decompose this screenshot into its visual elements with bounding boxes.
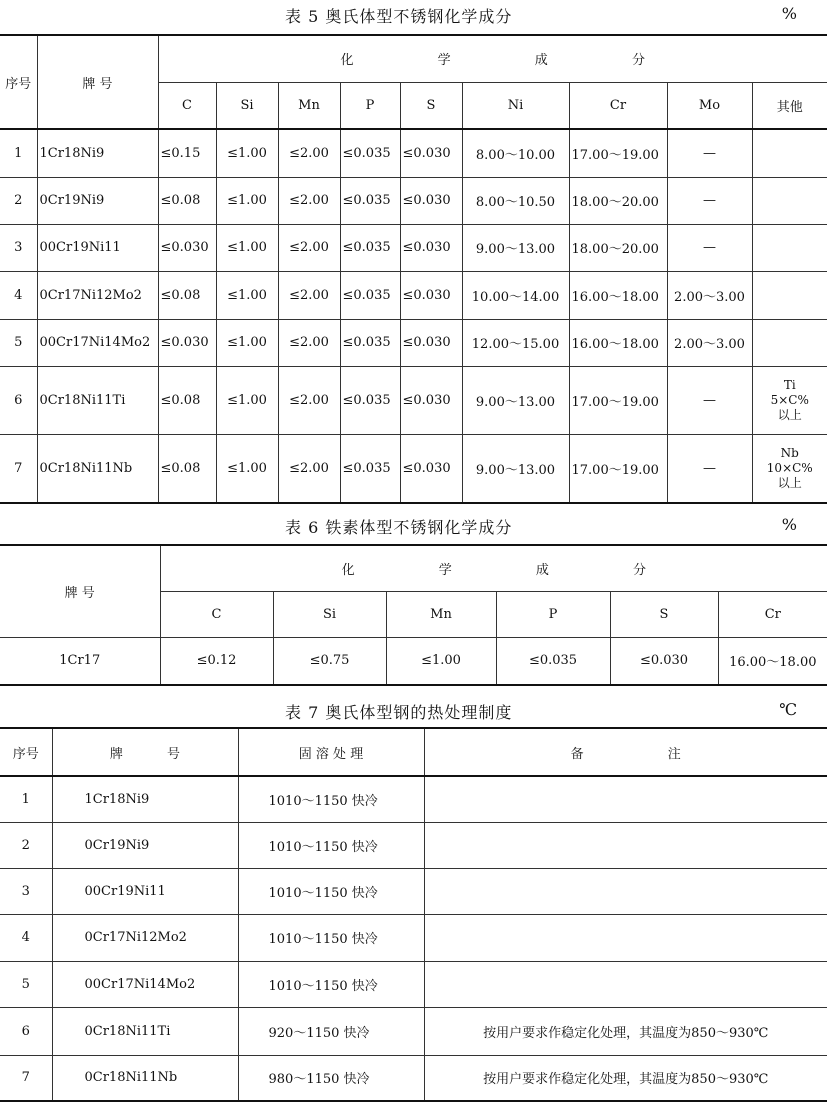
table5-cell-grade: 1Cr18Ni9 (37, 129, 158, 177)
table5-col-mn: Mn (278, 82, 340, 129)
table5-cell-ni: 9.00～13.00 (462, 224, 569, 271)
table5-col-p: P (340, 82, 400, 129)
table5-cell-mo: — (667, 434, 752, 503)
table5-cell-p: ≤0.035 (340, 129, 400, 177)
table5-cell-ni: 12.00～15.00 (462, 319, 569, 366)
table5-cell-si: ≤1.00 (216, 366, 278, 434)
table5-cell-other: Ti 5×C% 以上 (752, 366, 827, 434)
table5-cell-p: ≤0.035 (340, 271, 400, 319)
table5-cell-other (752, 224, 827, 271)
table5-cell-no: 1 (0, 129, 37, 177)
table7-cell-no: 5 (0, 961, 52, 1007)
table-row (0, 319, 827, 366)
table5-cell-p: ≤0.035 (340, 366, 400, 434)
table5-cell-s: ≤0.030 (400, 434, 462, 503)
table-row (0, 914, 827, 961)
table5-cell-other: Nb 10×C% 以上 (752, 434, 827, 503)
table5-col-c: C (158, 82, 216, 129)
table5-cell-no: 6 (0, 366, 37, 434)
table6-cell-c: ≤0.12 (160, 637, 273, 685)
table7-header-seq: 序号 (0, 728, 52, 776)
table5-cell-si: ≤1.00 (216, 319, 278, 366)
table7-cell-treat: 920～1150 快冷 (238, 1007, 424, 1055)
table5-cell-no: 2 (0, 177, 37, 224)
table5-cell-s: ≤0.030 (400, 177, 462, 224)
table5-cell-other (752, 177, 827, 224)
table7-cell-no: 1 (0, 776, 52, 822)
table5-cell-ni: 10.00～14.00 (462, 271, 569, 319)
table6-col-mn: Mn (386, 591, 496, 637)
table5-title: 表 5 奥氏体型不锈钢化学成分 (285, 7, 513, 26)
table7-unit: ℃ (779, 700, 797, 719)
table6-cell-grade: 1Cr17 (0, 637, 160, 685)
table5-col-cr: Cr (569, 82, 667, 129)
table7-cell-grade: 0Cr19Ni9 (52, 822, 238, 868)
table6-title: 表 6 铁素体型不锈钢化学成分 (285, 518, 513, 537)
table-row (0, 776, 827, 822)
table5-cell-other (752, 319, 827, 366)
table5-cell-ni: 9.00～13.00 (462, 366, 569, 434)
table5-cell-mo: — (667, 224, 752, 271)
table7-cell-grade: 00Cr17Ni14Mo2 (52, 961, 238, 1007)
table-row (0, 129, 827, 177)
table7-title: 表 7 奥氏体型钢的热处理制度 (285, 703, 513, 722)
table5-cell-s: ≤0.030 (400, 271, 462, 319)
table6-col-si: Si (273, 591, 386, 637)
table6-title-row (0, 511, 827, 541)
table5-cell-mo: 2.00～3.00 (667, 271, 752, 319)
table7-cell-treat: 1010～1150 快冷 (238, 961, 424, 1007)
table5-cell-s: ≤0.030 (400, 319, 462, 366)
table5-cell-grade: 0Cr19Ni9 (37, 177, 158, 224)
table-row (0, 271, 827, 319)
table5-cell-mn: ≤2.00 (278, 177, 340, 224)
table5-cell-si: ≤1.00 (216, 224, 278, 271)
table5-cell-cr: 16.00～18.00 (569, 271, 667, 319)
table6-cell-cr: 16.00～18.00 (718, 637, 827, 685)
table5-cell-si: ≤1.00 (216, 271, 278, 319)
table5-title-row (0, 0, 827, 30)
table7-cell-no: 6 (0, 1007, 52, 1055)
table6-header-group: 化 学 成 分 (160, 545, 827, 591)
table5-cell-grade: 00Cr19Ni11 (37, 224, 158, 271)
table5-cell-grade: 0Cr17Ni12Mo2 (37, 271, 158, 319)
table5-cell-other (752, 129, 827, 177)
table6-cell-p: ≤0.035 (496, 637, 610, 685)
table7-cell-treat: 1010～1150 快冷 (238, 776, 424, 822)
table-row (0, 224, 827, 271)
table5-cell-si: ≤1.00 (216, 129, 278, 177)
table7-cell-note (424, 961, 827, 1007)
table5-cell-cr: 17.00～19.00 (569, 434, 667, 503)
table7-header-grade: 牌 号 (52, 728, 238, 776)
table5-cell-p: ≤0.035 (340, 177, 400, 224)
table5-header-seq: 序号 (0, 35, 37, 129)
table5-unit: % (781, 4, 797, 23)
table5-cell-c: ≤0.08 (158, 366, 216, 434)
table5-cell-mn: ≤2.00 (278, 129, 340, 177)
table5-col-si: Si (216, 82, 278, 129)
table5-cell-grade: 0Cr18Ni11Nb (37, 434, 158, 503)
table5-col-s: S (400, 82, 462, 129)
table5-cell-mn: ≤2.00 (278, 319, 340, 366)
table5-cell-p: ≤0.035 (340, 224, 400, 271)
table5-cell-cr: 17.00～19.00 (569, 129, 667, 177)
table5-cell-mo: 2.00～3.00 (667, 319, 752, 366)
table6-cell-si: ≤0.75 (273, 637, 386, 685)
table5-cell-ni: 8.00～10.50 (462, 177, 569, 224)
table-row (0, 1055, 827, 1101)
table5-cell-cr: 17.00～19.00 (569, 366, 667, 434)
table7-cell-grade: 0Cr18Ni11Ti (52, 1007, 238, 1055)
table5-header-row-1 (0, 35, 827, 82)
table5-cell-mn: ≤2.00 (278, 434, 340, 503)
table7-header-treat: 固 溶 处 理 (238, 728, 424, 776)
table5-cell-mo: — (667, 129, 752, 177)
table6-cell-mn: ≤1.00 (386, 637, 496, 685)
table5-cell-cr: 18.00～20.00 (569, 177, 667, 224)
table5-cell-c: ≤0.030 (158, 319, 216, 366)
table-row (0, 434, 827, 503)
table5-col-other: 其他 (752, 82, 827, 129)
table5-cell-no: 3 (0, 224, 37, 271)
table-row (0, 961, 827, 1007)
table-row (0, 868, 827, 914)
table5-cell-cr: 16.00～18.00 (569, 319, 667, 366)
table6-unit: % (781, 515, 797, 534)
table5-cell-s: ≤0.030 (400, 366, 462, 434)
table7-cell-note (424, 914, 827, 961)
table5-cell-no: 7 (0, 434, 37, 503)
table5-cell-grade: 00Cr17Ni14Mo2 (37, 319, 158, 366)
table7-cell-note (424, 776, 827, 822)
table6-header-row-1 (0, 545, 827, 591)
table7-header-row (0, 728, 827, 776)
table5-cell-ni: 8.00～10.00 (462, 129, 569, 177)
table7-cell-treat: 1010～1150 快冷 (238, 822, 424, 868)
table5-col-ni: Ni (462, 82, 569, 129)
table5-cell-p: ≤0.035 (340, 319, 400, 366)
table5-cell-s: ≤0.030 (400, 129, 462, 177)
table5-header-grade: 牌 号 (37, 35, 158, 129)
table5-cell-s: ≤0.030 (400, 224, 462, 271)
table7-cell-note (424, 868, 827, 914)
table7-cell-grade: 00Cr19Ni11 (52, 868, 238, 914)
table5-cell-c: ≤0.030 (158, 224, 216, 271)
table5-cell-grade: 0Cr18Ni11Ti (37, 366, 158, 434)
table5-cell-mn: ≤2.00 (278, 366, 340, 434)
table5-cell-mn: ≤2.00 (278, 271, 340, 319)
table5-cell-mo: — (667, 177, 752, 224)
table5-cell-no: 4 (0, 271, 37, 319)
table7-cell-grade: 0Cr17Ni12Mo2 (52, 914, 238, 961)
table-row (0, 177, 827, 224)
table5-cell-p: ≤0.035 (340, 434, 400, 503)
table7-cell-note: 按用户要求作稳定化处理，其温度为850～930℃ (424, 1055, 827, 1101)
table7-cell-no: 7 (0, 1055, 52, 1101)
table5-cell-c: ≤0.08 (158, 177, 216, 224)
table5-cell-c: ≤0.08 (158, 434, 216, 503)
table5-cell-c: ≤0.15 (158, 129, 216, 177)
table6-cell-s: ≤0.030 (610, 637, 718, 685)
table6-col-p: P (496, 591, 610, 637)
table5-cell-si: ≤1.00 (216, 434, 278, 503)
table5-cell-c: ≤0.08 (158, 271, 216, 319)
table7-cell-grade: 1Cr18Ni9 (52, 776, 238, 822)
table7 (0, 727, 827, 1102)
table5-cell-no: 5 (0, 319, 37, 366)
table5-cell-cr: 18.00～20.00 (569, 224, 667, 271)
table7-header-note: 备 注 (424, 728, 827, 776)
table7-cell-treat: 980～1150 快冷 (238, 1055, 424, 1101)
table5-header-group: 化 学 成 分 (158, 35, 827, 82)
table7-cell-treat: 1010～1150 快冷 (238, 914, 424, 961)
table-row (0, 366, 827, 434)
table5-cell-other (752, 271, 827, 319)
table-row (0, 1007, 827, 1055)
table6-header-grade: 牌 号 (0, 545, 160, 637)
table6-row (0, 637, 827, 685)
table7-title-row (0, 696, 827, 726)
table6-col-cr: Cr (718, 591, 827, 637)
table5-cell-ni: 9.00～13.00 (462, 434, 569, 503)
table5-col-mo: Mo (667, 82, 752, 129)
table5-cell-si: ≤1.00 (216, 177, 278, 224)
table5-cell-mo: — (667, 366, 752, 434)
table5-cell-mn: ≤2.00 (278, 224, 340, 271)
table7-cell-note (424, 822, 827, 868)
table6-col-c: C (160, 591, 273, 637)
table7-cell-note: 按用户要求作稳定化处理，其温度为850～930℃ (424, 1007, 827, 1055)
table7-cell-no: 2 (0, 822, 52, 868)
table7-cell-treat: 1010～1150 快冷 (238, 868, 424, 914)
table-row (0, 822, 827, 868)
table6-col-s: S (610, 591, 718, 637)
table5 (0, 34, 827, 504)
table7-cell-grade: 0Cr18Ni11Nb (52, 1055, 238, 1101)
table7-cell-no: 4 (0, 914, 52, 961)
table6 (0, 544, 827, 686)
table7-cell-no: 3 (0, 868, 52, 914)
